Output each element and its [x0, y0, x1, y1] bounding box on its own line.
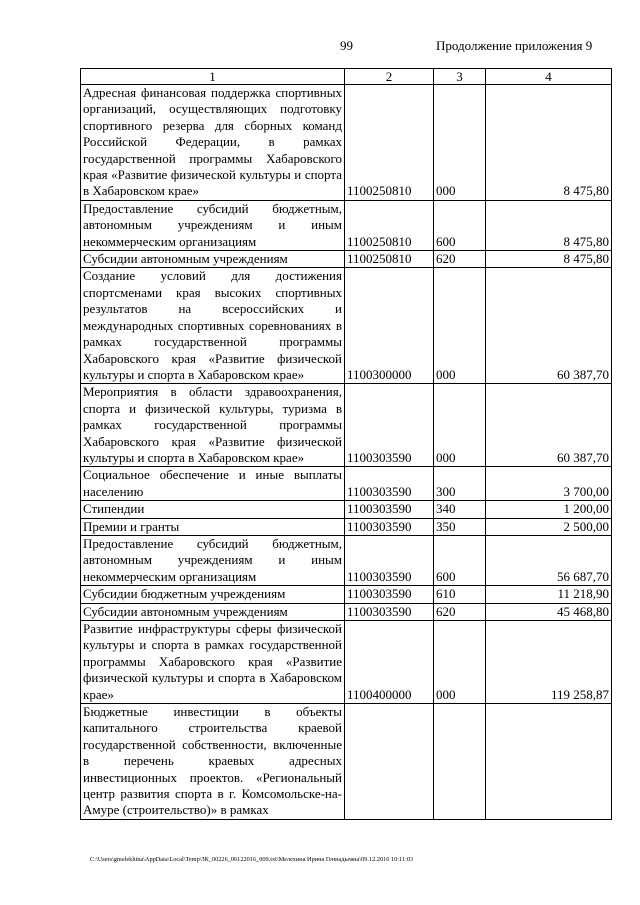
page-number: 99 [340, 38, 353, 53]
page-header [0, 38, 640, 58]
row-expense-type: 340 [434, 501, 486, 518]
row-name: Стипендии [81, 501, 345, 518]
row-name: Субсидии автономным учреждениям [81, 603, 345, 620]
table-row [81, 501, 612, 518]
table-row [81, 621, 612, 704]
column-header-2: 2 [345, 69, 434, 85]
row-name: Субсидии автономным учреждениям [81, 251, 345, 268]
row-target-code: 1100303590 [345, 384, 434, 467]
row-target-code: 1100300000 [345, 268, 434, 384]
row-expense-type: 600 [434, 200, 486, 250]
row-expense-type: 350 [434, 518, 486, 535]
row-amount: 8 475,80 [486, 251, 612, 268]
row-name: Социальное обеспечение и иные выплаты населению [81, 467, 345, 501]
row-expense-type: 000 [434, 268, 486, 384]
row-target-code [345, 704, 434, 820]
row-expense-type: 620 [434, 251, 486, 268]
row-expense-type: 620 [434, 603, 486, 620]
table-row [81, 251, 612, 268]
table-row [81, 268, 612, 384]
row-name: Создание условий для достижения спортсменами края высоких спортивных результатов на всероссийских и международных спортивных соревнованиях в рамках государственной программы Хабаровского края «Развитие физической культуры и спорта в Хабаровском крае» [81, 268, 345, 384]
row-amount: 1 200,00 [486, 501, 612, 518]
row-expense-type [434, 704, 486, 820]
row-expense-type: 000 [434, 621, 486, 704]
row-amount: 8 475,80 [486, 85, 612, 201]
row-name: Предоставление субсидий бюджетным, автономным учреждениям и иным некоммерческим организациям [81, 200, 345, 250]
row-target-code: 1100250810 [345, 85, 434, 201]
table-row [81, 518, 612, 535]
row-target-code: 1100303590 [345, 518, 434, 535]
row-target-code: 1100400000 [345, 621, 434, 704]
row-name: Премии и гранты [81, 518, 345, 535]
row-name: Субсидии бюджетным учреждениям [81, 586, 345, 603]
table-header-row [81, 69, 612, 85]
row-expense-type: 000 [434, 384, 486, 467]
row-expense-type: 000 [434, 85, 486, 201]
row-amount: 119 258,87 [486, 621, 612, 704]
table-row [81, 85, 612, 201]
row-target-code: 1100303590 [345, 501, 434, 518]
row-amount: 60 387,70 [486, 384, 612, 467]
column-header-1: 1 [81, 69, 345, 85]
table-row [81, 384, 612, 467]
budget-table [80, 68, 612, 820]
row-amount: 8 475,80 [486, 200, 612, 250]
table-row [81, 200, 612, 250]
row-target-code: 1100303590 [345, 603, 434, 620]
row-name: Развитие инфраструктуры сферы физической культуры и спорта в рамках государственной программы Хабаровского края «Развитие физической культуры и спорта в Хабаровском крае» [81, 621, 345, 704]
row-target-code: 1100250810 [345, 200, 434, 250]
row-expense-type: 300 [434, 467, 486, 501]
row-amount: 3 700,00 [486, 467, 612, 501]
column-header-3: 3 [434, 69, 486, 85]
row-target-code: 1100303590 [345, 586, 434, 603]
row-amount: 45 468,80 [486, 603, 612, 620]
row-name: Адресная финансовая поддержка спортивных организаций, осуществляющих подготовку спортивного резерва для сборных команд Российской Федерации, в рамках государственной программы Хабаровского края «Развитие физической культуры и спорта в Хабаровском крае» [81, 85, 345, 201]
table-row [81, 603, 612, 620]
row-expense-type: 600 [434, 535, 486, 585]
footer-file-path: C:\Users\gmelekhina\AppData\Local\Temp\ЗК_00226_06122016_009.txt\Мелехина Ирина Геннадьевна\09.12.2016 10:11:03 [90, 856, 414, 863]
row-name: Мероприятия в области здравоохранения, спорта и физической культуры, туризма в рамках государственной программы Хабаровского края «Развитие физической культуры и спорта в Хабаровском крае» [81, 384, 345, 467]
table-row [81, 586, 612, 603]
row-name: Предоставление субсидий бюджетным, автономным учреждениям и иным некоммерческим организациям [81, 535, 345, 585]
row-amount [486, 704, 612, 820]
table-row [81, 704, 612, 820]
row-target-code: 1100303590 [345, 467, 434, 501]
table-row [81, 535, 612, 585]
row-expense-type: 610 [434, 586, 486, 603]
row-target-code: 1100303590 [345, 535, 434, 585]
row-amount: 56 687,70 [486, 535, 612, 585]
table-row [81, 467, 612, 501]
row-name: Бюджетные инвестиции в объекты капитального строительства краевой государственной собственности, включенные в перечень краевых адресных инвестиционных проектов. «Региональный центр развития спорта в г. Комсомольске-на-Амуре (строительство)» в рамках [81, 704, 345, 820]
column-header-4: 4 [486, 69, 612, 85]
row-amount: 60 387,70 [486, 268, 612, 384]
row-amount: 11 218,90 [486, 586, 612, 603]
row-target-code: 1100250810 [345, 251, 434, 268]
continuation-title: Продолжение приложения 9 [436, 38, 593, 53]
row-amount: 2 500,00 [486, 518, 612, 535]
